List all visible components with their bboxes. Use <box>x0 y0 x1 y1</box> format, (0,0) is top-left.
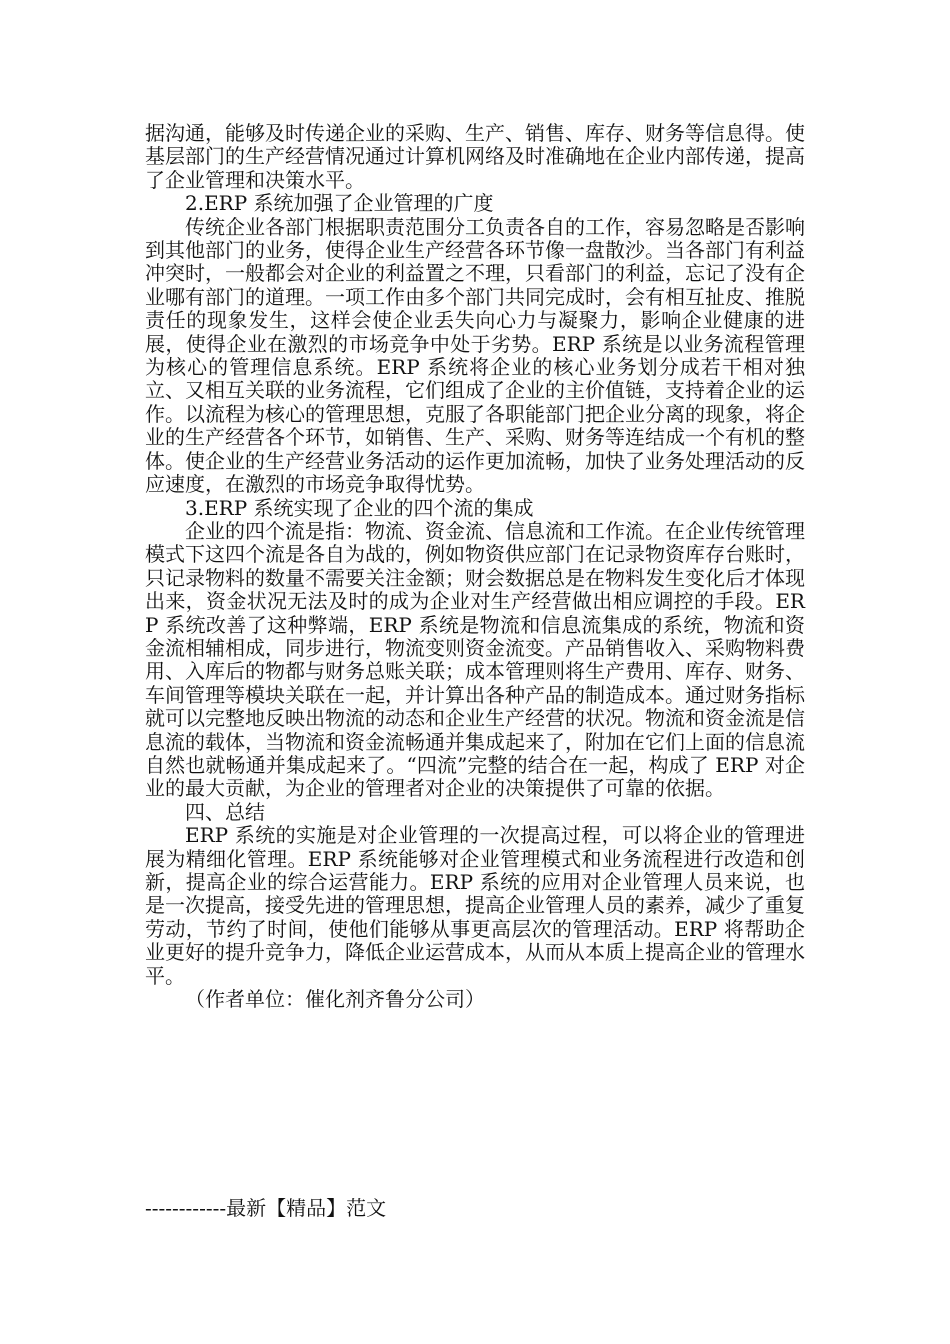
document-page <box>145 122 805 1011</box>
section-heading-four-flows: 3.ERP 系统实现了企业的四个流的集成 <box>185 495 534 520</box>
paragraph-traditional-enterprise: 传统企业各部门根据职责范围分工负责各自的工作，容易忽略是否影响到其他部门的业务，使得企业生产经营各环节像一盘散沙。当各部门有利益冲突时，一般都会对企业的利益置之不理，只看部门的利益，忘记了没有企业哪有部门的道理。一项工作由多个部门共同完成时，会有相互扯皮、推脱责任的现象发生，这样会使企业丢失向心力与凝聚力，影响企业健康的进展，使得企业在激烈的市场竞争中处于劣势。ERP 系统是以业务流程管理为核心的管理信息系统。ERP 系统将企业的核心业务划分成若干相对独立、又相互关联的业务流程，它们组成了企业的主价值链，支持着企业的运作。以流程为核心的管理思想，克服了各职能部门把企业分离的现象，将企业的生产经营各个环节，如销售、生产、采购、财务等连结成一个有机的整体。使企业的生产经营业务活动的运作更加流畅，加快了业务处理活动的反应速度，在激烈的市场竞争取得忧势。 <box>145 214 805 497</box>
paragraph-four-flows: 企业的四个流是指：物流、资金流、信息流和工作流。在企业传统管理模式下这四个流是各自为战的，例如物资供应部门在记录物资库存台账时，只记录物料的数量不需要关注金额；财会数据总是在物料发生变化后才体现出来，资金状况无法及时的成为企业对生产经营做出相应调控的手段。ERP 系统改善了这种弊端，ERP 系统是物流和信息流集成的系统，物流和资金流相辅相成，同步进行，物流变则资金流变。产品销售收入、采购物料费用、入库后的物都与财务总账关联；成本管理则将生产费用、库存、财务、车间管理等模块关联在一起，并计算出各种产品的制造成本。通过财务指标就可以完整地反映出物流的动态和企业生产经营的状况。物流和资金流是信息流的载体，当物流和资金流畅通并集成起来了，附加在它们上面的信息流自然也就畅通并集成起来了。“四流”完整的结合在一起，构成了 ERP 对企业的最大贡献，为企业的管理者对企业的决策提供了可靠的依据。 <box>145 518 805 801</box>
paragraph-summary: ERP 系统的实施是对企业管理的一次提高过程，可以将企业的管理进展为精细化管理。ERP 系统能够对企业管理模式和业务流程进行改造和创新，提高企业的综合运营能力。ERP 系统的应用对企业管理人员来说，也是一次提高，接受先进的管理思想，提高企业管理人员的素养，减少了重复劳动，节约了时间，使他们能够从事更高层次的管理活动。ERP 将帮助企业更好的提升竞争力，降低企业运营成本，从而从本质上提高企业的管理水平。 <box>145 823 805 988</box>
page-footer: ------------最新【精品】范文 <box>145 1196 387 1220</box>
section-heading-erp-breadth: 2.ERP 系统加强了企业管理的广度 <box>185 191 494 216</box>
section-heading-summary: 四、总结 <box>185 799 265 824</box>
author-affiliation: （作者单位：催化剂齐鲁分公司） <box>185 987 485 1012</box>
paragraph-continued: 据沟通，能够及时传递企业的采购、生产、销售、库存、财务等信息得。使基层部门的生产经营情况通过计算机网络及时准确地在企业内部传递，提高了企业管理和决策水平。 <box>145 121 805 192</box>
